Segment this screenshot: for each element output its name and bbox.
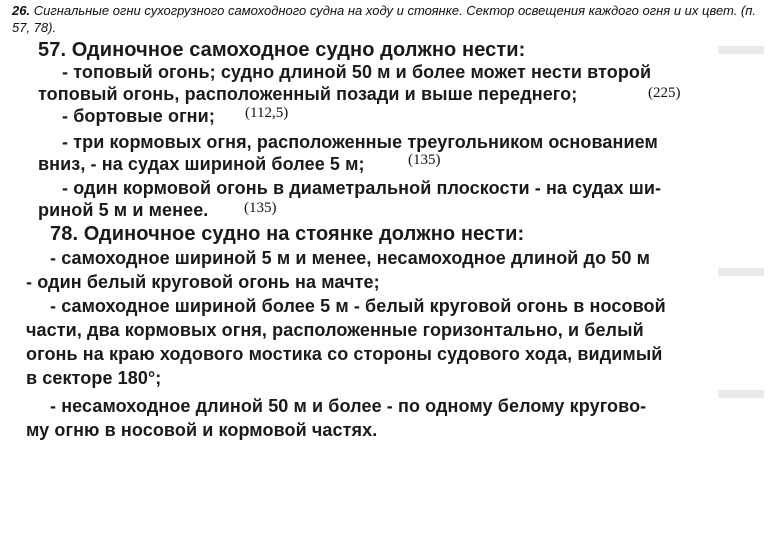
- text-line: му огню в носовой и кормовой частях.: [26, 420, 378, 440]
- section-57-heading: 57. Одиночное самоходное судно должно нести:: [38, 39, 526, 61]
- text-line: - топовый огонь; судно длиной 50 м и более может нести второй: [62, 62, 652, 82]
- text-line: вниз, - на судах шириной более 5 м;: [38, 154, 365, 174]
- scan-bleed-mark: [718, 46, 764, 54]
- text-line: - несамоходное длиной 50 м и более - по одному белому кругово-: [50, 396, 647, 416]
- scan-bleed-mark: [718, 268, 764, 276]
- section-78-heading: 78. Одиночное судно на стоянке должно нести:: [50, 223, 525, 245]
- stern-one-sector-annotation: (135): [244, 200, 277, 216]
- text-line: топовый огонь, расположенный позади и выше переднего;: [38, 84, 578, 104]
- text-line: - самоходное шириной более 5 м - белый круговой огонь в носовой: [50, 296, 666, 316]
- text-line: огонь на краю ходового мостика со стороны судового хода, видимый: [26, 344, 663, 364]
- question-number: 26.: [12, 3, 31, 18]
- text-line: - три кормовых огня, расположенные треугольником основанием: [62, 132, 658, 152]
- masthead-sector-annotation: (225): [648, 85, 681, 101]
- scanned-text-block: [0, 38, 780, 448]
- text-line: - самоходное шириной 5 м и менее, несамоходное длиной до 50 м: [50, 248, 651, 268]
- text-line: - бортовые огни;: [62, 106, 215, 126]
- text-line: риной 5 м и менее.: [38, 200, 209, 220]
- question-header: [12, 2, 762, 36]
- stern-three-sector-annotation: (135): [408, 152, 441, 168]
- scan-bleed-mark: [718, 390, 764, 398]
- text-line: - один кормовой огонь в диаметральной плоскости - на судах ши-: [62, 178, 662, 198]
- text-line: части, два кормовых огня, расположенные горизонтально, и белый: [26, 320, 644, 340]
- text-line: в секторе 180°;: [26, 368, 162, 388]
- question-text: Сигнальные огни сухогрузного самоходного судна на ходу и стоянке. Сектор освещения каждого огня и их цвет. (п. 57, 78).: [12, 3, 757, 35]
- sidelights-sector-annotation: (112,5): [245, 105, 289, 121]
- text-line: - один белый круговой огонь на мачте;: [26, 272, 380, 292]
